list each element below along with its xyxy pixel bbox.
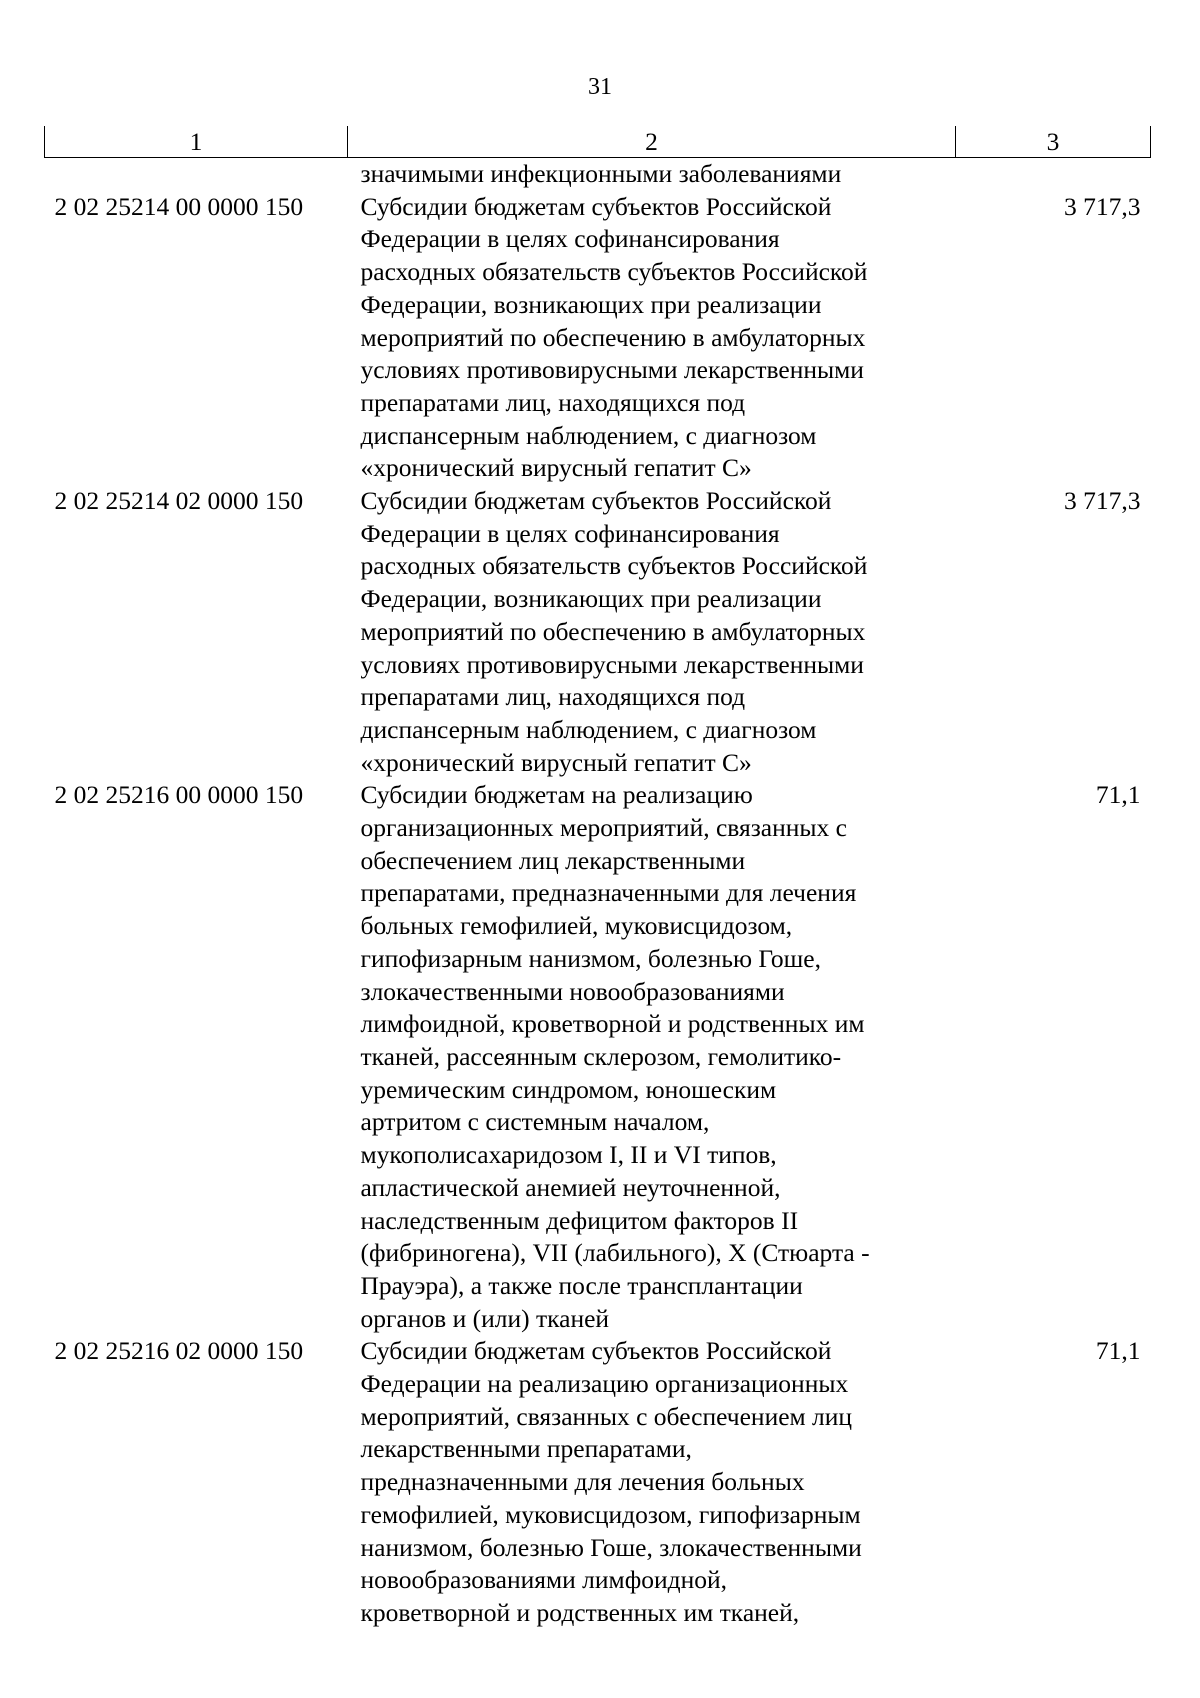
description-line: Субсидии бюджетам субъектов Российской — [360, 1336, 832, 1366]
description-line: лимфоидной, кроветворной и родственных им — [360, 1009, 865, 1039]
description-line: Субсидии бюджетам субъектов Российской — [360, 486, 832, 516]
description-line: гипофизарным нанизмом, болезнью Гоше, — [360, 943, 821, 973]
description-line: апластической анемией неуточненной, — [360, 1172, 781, 1202]
description-line: мукополисахаридозом I, II и VI типов, — [360, 1140, 777, 1170]
row-amount: 3 717,3 — [1064, 486, 1141, 516]
row-description — [348, 1335, 956, 1629]
description-line: мероприятий по обеспечению в амбулаторных — [360, 616, 866, 646]
column-header-2: 2 — [348, 126, 956, 158]
description-line: нанизмом, болезнью Гоше, злокачественными — [360, 1532, 862, 1562]
table-row — [45, 779, 1151, 1335]
description-line: диспансерным наблюдением, с диагнозом — [360, 420, 817, 450]
description-line: препаратами, предназначенными для лечения — [360, 878, 857, 908]
table-body — [45, 158, 1151, 1630]
continuation-code-cell — [45, 158, 348, 191]
description-line: расходных обязательств субъектов Российской — [360, 551, 868, 581]
row-code: 2 02 25214 00 0000 150 — [54, 191, 304, 221]
description-line: Федерации, возникающих при реализации — [360, 289, 822, 319]
description-line: Федерации в целях софинансирования — [360, 518, 780, 548]
description-line: больных гемофилией, муковисцидозом, — [360, 911, 793, 941]
description-line: Прауэра), а также после трансплантации — [360, 1270, 803, 1300]
description-line: «хронический вирусный гепатит С» — [360, 747, 752, 777]
header-row — [45, 126, 1151, 158]
description-line: мероприятий, связанных с обеспечением лиц — [360, 1401, 853, 1431]
budget-table — [44, 126, 1151, 1630]
continuation-row — [45, 158, 1151, 191]
row-amount: 71,1 — [1095, 780, 1141, 810]
description-line: организационных мероприятий, связанных с — [360, 813, 847, 843]
description-line: предназначенными для лечения больных — [360, 1467, 805, 1497]
description-line: кроветворной и родственных им тканей, — [360, 1597, 800, 1627]
table-row — [45, 485, 1151, 779]
description-line: уремическим синдромом, юношеским — [360, 1074, 777, 1104]
description-line: Субсидии бюджетам субъектов Российской — [360, 191, 832, 221]
description-line: мероприятий по обеспечению в амбулаторных — [360, 322, 866, 352]
description-line: лекарственными препаратами, — [360, 1434, 692, 1464]
description-line: диспансерным наблюдением, с диагнозом — [360, 714, 817, 744]
description-line: артритом с системным началом, — [360, 1107, 710, 1137]
description-line: злокачественными новообразованиями — [360, 976, 785, 1006]
description-line: препаратами лиц, находящихся под — [360, 682, 746, 712]
description-line: Федерации на реализацию организационных — [360, 1369, 849, 1399]
description-line: обеспечением лиц лекарственными — [360, 845, 746, 875]
table-row — [45, 191, 1151, 485]
description-line: условиях противовирусными лекарственными — [360, 355, 864, 385]
description-line: органов и (или) тканей — [360, 1303, 610, 1333]
description-line: тканей, рассеянным склерозом, гемолитико- — [360, 1041, 842, 1071]
description-line: препаратами лиц, находящихся под — [360, 387, 746, 417]
row-code: 2 02 25216 02 0000 150 — [54, 1336, 304, 1366]
description-line: новообразованиями лимфоидной, — [360, 1565, 728, 1595]
row-code: 2 02 25216 00 0000 150 — [54, 780, 304, 810]
table-header — [45, 126, 1151, 158]
row-code: 2 02 25214 02 0000 150 — [54, 486, 304, 516]
description-line: Федерации, возникающих при реализации — [360, 584, 822, 614]
description-line: «хронический вирусный гепатит С» — [360, 453, 752, 483]
description-line: гемофилией, муковисцидозом, гипофизарным — [360, 1499, 861, 1529]
description-line: условиях противовирусными лекарственными — [360, 649, 864, 679]
continuation-description — [348, 158, 956, 191]
description-line: Субсидии бюджетам на реализацию — [360, 780, 753, 810]
description-line: расходных обязательств субъектов Российской — [360, 257, 868, 287]
row-amount: 3 717,3 — [1064, 191, 1141, 221]
description-line: Федерации в целях софинансирования — [360, 224, 780, 254]
continuation-amount-cell — [956, 158, 1151, 191]
column-header-1: 1 — [45, 126, 348, 158]
description-line: (фибриногена), VII (лабильного), X (Стюарта - — [360, 1238, 870, 1268]
page-number: 31 — [588, 74, 612, 100]
row-description — [348, 191, 956, 485]
row-amount: 71,1 — [1095, 1336, 1141, 1366]
row-description — [348, 485, 956, 779]
description-line: значимыми инфекционными заболеваниями — [360, 159, 842, 188]
row-description — [348, 779, 956, 1335]
table-row — [45, 1335, 1151, 1629]
description-line: наследственным дефицитом факторов II — [360, 1205, 799, 1235]
column-header-3: 3 — [956, 126, 1151, 158]
